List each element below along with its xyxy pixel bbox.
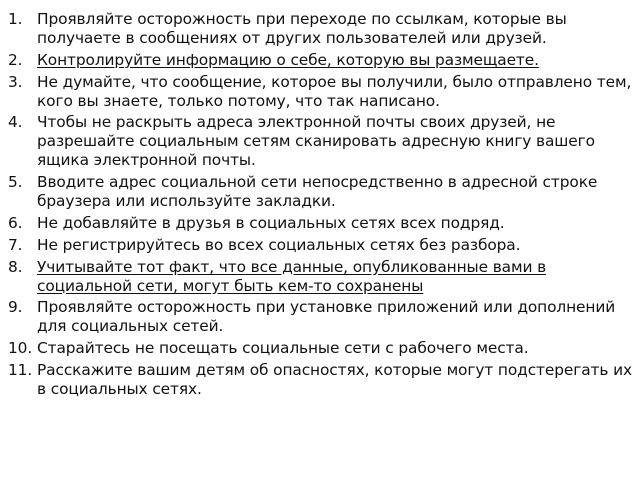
list-item (8, 339, 634, 358)
item-text: Не добавляйте в друзья в социальных сетях всех подряд. (37, 213, 505, 232)
item-text: Проявляйте осторожность при переходе по ссылкам, которые вы получаете в сообщениях от других пользователей или друзей. (37, 10, 567, 47)
item-text: Проявляйте осторожность при установке приложений или дополнений для социальных сетей. (37, 298, 616, 336)
list-item (8, 173, 634, 211)
item-number: 7. (8, 235, 23, 254)
list-item (8, 298, 634, 336)
list-item (8, 214, 634, 233)
item-number: 5. (8, 173, 23, 192)
item-number: 9. (8, 298, 23, 317)
list-item (8, 361, 634, 399)
item-number: 2. (8, 50, 23, 69)
list-item (8, 236, 634, 255)
list-item (8, 73, 634, 111)
list-item (8, 51, 634, 70)
list-item (8, 10, 634, 48)
item-number: 4. (8, 113, 23, 132)
item-number: 11. (8, 360, 33, 379)
item-number: 3. (8, 72, 23, 91)
item-text-underlined: Учитывайте тот факт, что все данные, опубликованные вами в социальной сети, могут быть кем-то сохранены (37, 257, 547, 295)
list-item (8, 113, 634, 170)
item-text: Вводите адрес социальной сети непосредственно в адресной строке браузера или используйте закладки. (37, 173, 598, 211)
item-text: Расскажите вашим детям об опасностях, которые могут подстерегать их в социальных сетях. (37, 360, 632, 398)
item-text: Не думайте, что сообщение, которое вы получили, было отправлено тем, кого вы знаете, только потому, что так написано. (37, 72, 632, 110)
list-item (8, 258, 634, 296)
item-text: Старайтесь не посещать социальные сети с рабочего места. (37, 339, 529, 358)
item-number: 10. (8, 339, 33, 358)
item-number: 8. (8, 257, 23, 276)
item-number: 1. (8, 10, 23, 28)
item-text: Не регистрируйтесь во всех социальных сетях без разбора. (37, 235, 521, 254)
item-text: Чтобы не раскрыть адреса электронной почты своих друзей, не разрешайте социальным сетям сканировать адресную книгу вашего ящика электронной почты. (37, 113, 595, 170)
item-text-underlined: Контролируйте информацию о себе, которую вы размещаете. (37, 50, 539, 69)
item-number: 6. (8, 213, 23, 232)
safety-tips-list (8, 10, 634, 399)
